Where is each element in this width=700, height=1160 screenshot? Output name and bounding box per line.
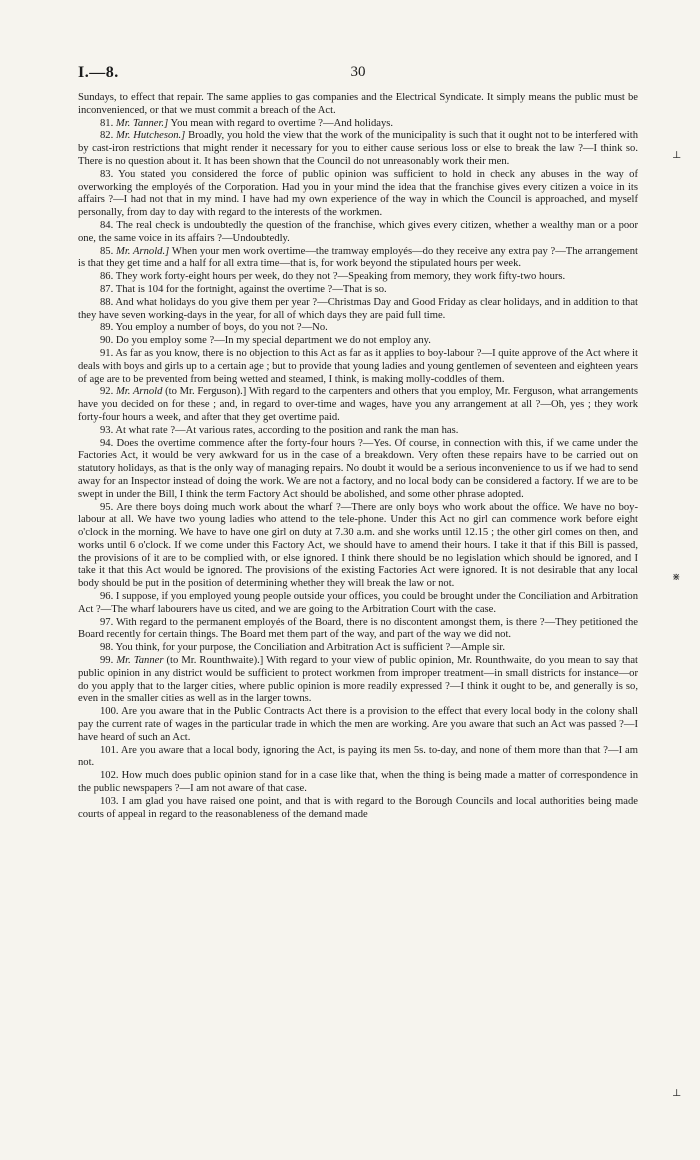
question-number: 102. (100, 770, 119, 782)
speaker-name: Mr. Tanner (116, 655, 164, 667)
question-number: 83. (100, 168, 114, 180)
question-paragraph (78, 706, 638, 744)
question-number: 85. (100, 245, 114, 257)
question-number: 82. (100, 130, 114, 142)
question-number: 87. (100, 283, 114, 295)
question-text: As far as you know, there is no objection to this Act as far as it applies to boy-labour ?—I quite approve of the Act where it deals with boys and girls up to a certain age ; but to provide that young ladies and young gentlemen of seventeen and eighteen years of age are to be prevented from being wetted and steamed, I think, is making molly-coddles of them. (78, 347, 638, 385)
question-paragraph (78, 591, 638, 617)
question-paragraph (78, 438, 638, 502)
question-paragraph (78, 118, 638, 131)
question-paragraph (78, 220, 638, 246)
question-number: 93. (100, 424, 114, 436)
question-paragraph (78, 502, 638, 592)
question-text: At what rate ?—At various rates, according to the position and rank the man has. (115, 424, 459, 436)
question-text: And what holidays do you give them per year ?—Christmas Day and Good Friday as clear holidays, and in addition to that they have seven working-days in the year, for all of which days they are paid full time. (78, 296, 638, 321)
question-paragraph (78, 425, 638, 438)
margin-mark-icon: ⊥ (672, 1088, 682, 1099)
speaker-name: Mr. Hutcheson.] (116, 130, 186, 142)
question-text: They work forty-eight hours per week, do they not ?—Speaking from memory, they work fifty-two hours. (115, 271, 566, 283)
speaker-name: Mr. Arnold (115, 386, 163, 398)
opening-paragraph: Sundays, to effect that repair. The same applies to gas companies and the Electrical Syndicate. It simply means the public must be inconvenienced, or that we must commit a breach of the Act. (78, 92, 638, 116)
evidence-text (78, 92, 638, 821)
question-paragraph (78, 655, 638, 706)
question-text: Does the overtime commence after the forty-four hours ?—Yes. Of course, in connection with this, if we came under the Factories Act, it would be very awkward for us in the case of a breakdown. Very often these repairs have to be carried out on statutory holidays, as that is the only way of managing repairs. No doubt it would be a serious inconvenience to us if we had to send away for an Inspector instead of doing the work. We are not a factory, and no local body can be considered a factory. If we are to be swept in under the Bill, I think the term Factory Act should be abolished, and some other phrase adopted. (78, 437, 638, 500)
question-text: You mean with regard to overtime ?—And holidays. (170, 117, 394, 129)
question-text: You think, for your purpose, the Conciliation and Arbitration Act is sufficient ?—Ample sir. (115, 642, 505, 654)
question-number: 96. (100, 591, 114, 603)
question-text: With regard to the permanent employés of the Board, there is no discontent amongst them, is there ?—They petitioned the Board recently for certain things. The Board met them part of the way, and part of the way we did not. (78, 616, 639, 641)
paper-reference: I.—8. (78, 64, 119, 81)
question-paragraph (78, 617, 638, 643)
margin-mark-icon: ⊥ (672, 150, 682, 161)
question-number: 81. (100, 117, 114, 129)
question-paragraph (78, 271, 638, 284)
question-text: With regard to the carpenters and others that you employ, Mr. Ferguson, what arrangements have you decided on for these ; and, in regard to over-time and wages, have you any arrangement at all ?—Oh, yes ; they work forty-four hours a week, and after that they get overtime paid. (78, 386, 639, 423)
question-text: How much does public opinion stand for in a case like that, when the thing is being made a matter of correspondence in the public newspapers ?—I am not aware of that case. (78, 770, 638, 795)
question-text: Do you employ some ?—In my special department we do not employ any. (115, 335, 431, 347)
speaker-name: Mr. Tanner.] (115, 117, 169, 129)
question-paragraph (78, 322, 638, 335)
question-number: 86. (100, 271, 114, 283)
question-number: 95. (100, 501, 114, 513)
question-paragraph (78, 335, 638, 348)
question-number: 89. (100, 322, 114, 334)
question-paragraph (78, 297, 638, 323)
margin-mark-icon: ⋇ (672, 572, 681, 583)
question-paragraph (78, 796, 638, 822)
question-number: 97. (100, 616, 114, 628)
question-text: You stated you considered the force of public opinion was sufficient to hold in check any abuses in the way of overworking the employés of the Corporation. Had you in your mind the idea that the franchise gives every citizen a voice in its affairs ?—I had not that in my mind. I have had my own experience of the way in which the Council is approached, and myself personally, from day to day with regard to the interests of the workmen. (78, 168, 638, 219)
question-paragraph (78, 348, 638, 386)
question-text: Are you aware that a local body, ignoring the Act, is paying its men 5s. to-day, and none of them more than that ?—I am not. (78, 744, 638, 769)
page-header (78, 64, 638, 84)
question-paragraph (78, 745, 638, 771)
question-text: I am glad you have raised one point, and that is with regard to the Borough Councils and local authorities being made courts of appeal in regard to the reasonableness of the demand made (78, 795, 639, 820)
question-number: 91. (100, 347, 114, 359)
question-text: That is 104 for the fortnight, against the overtime ?—That is so. (115, 283, 387, 295)
question-number: 90. (100, 335, 114, 347)
question-text: You employ a number of boys, do you not ?—No. (115, 322, 328, 334)
question-number: 101. (100, 744, 119, 756)
question-number: 88. (100, 296, 114, 308)
question-text: I suppose, if you employed young people outside your offices, you could be brought under the Conciliation and Arbitration Act ?—The wharf labourers have us cited, and we are going to the Arbitration Court with the case. (78, 591, 638, 615)
question-number: 94. (100, 437, 114, 449)
question-text: With regard to your view of public opinion, Mr. Rounthwaite, do you mean to say that public opinion in any district would be sufficient to protect workmen from improper treatment—in small districts for instance—or do you apply that to the larger cities, where public opinion is more readily expressed ?—I think it ought to be, and generally is so, even in the smaller cities as well as in the larger towns. (78, 655, 638, 705)
question-paragraph (78, 130, 638, 168)
question-number: 98. (100, 642, 114, 654)
question-paragraph (78, 770, 638, 796)
speaker-suffix: (to Mr. Rounthwaite).] (163, 655, 264, 667)
question-paragraph (78, 386, 638, 424)
question-text: Are there boys doing much work about the wharf ?—There are only boys who work about the office. We have no boy-labour at all. We have two young ladies who attend to the tele-phone. Under this Act no girl can commence work before eight o'clock in the morning. We have to have one girl on duty at 7.30 a.m. and she works until 12.15 ; the other girl comes on then, and works until 6 o'clock. If we come under this Factory Act, we should have to amend their hours. I take it that if this Bill is passed, the provisions of it are to be complied with, or else ignored. I think there should be no legislation which should be ignored, and I take it that this Act would be ignored. The provisions of the existing Factories Act were ignored. It is not desirable that any local body should be put in the position of determining whether they will break the law or not. (78, 501, 638, 590)
question-paragraph (78, 169, 638, 220)
question-number: 103. (100, 795, 119, 807)
question-text: When your men work overtime—the tramway employés—do they receive any extra pay ?—The arrangement is that they get time and a half for all extra time—that is, for work beyond the stipulated hours per week. (78, 245, 638, 270)
question-paragraph (78, 246, 638, 272)
speaker-suffix: (to Mr. Ferguson).] (162, 386, 247, 398)
speaker-name: Mr. Arnold.] (116, 245, 170, 257)
question-number: 100. (100, 706, 119, 718)
question-paragraph (78, 642, 638, 655)
page-number: 30 (350, 64, 366, 80)
question-number: 99. (100, 655, 114, 667)
question-paragraph (78, 284, 638, 297)
question-text: The real check is undoubtedly the question of the franchise, which gives every citizen, whether a wealthy man or a poor one, the same voice in its affairs ?—Undoubtedly. (78, 219, 638, 244)
question-text: Broadly, you hold the view that the work of the municipality is such that it ought not to be interfered with by cast-iron restrictions that might render it necessary for you to either cause serious loss or else to break the law ?—I think so. There is no question about it. It has been shown that the Council do not unreasonably work their men. (78, 130, 638, 167)
question-text: Are you aware that in the Public Contracts Act there is a provision to the effect that every local body in the colony shall pay the current rate of wages in the particular trade in which the men are working. Are you aware that such an Act was passed ?—I have heard of such an Act. (78, 706, 638, 743)
question-number: 84. (100, 219, 114, 231)
question-number: 92. (100, 386, 114, 398)
